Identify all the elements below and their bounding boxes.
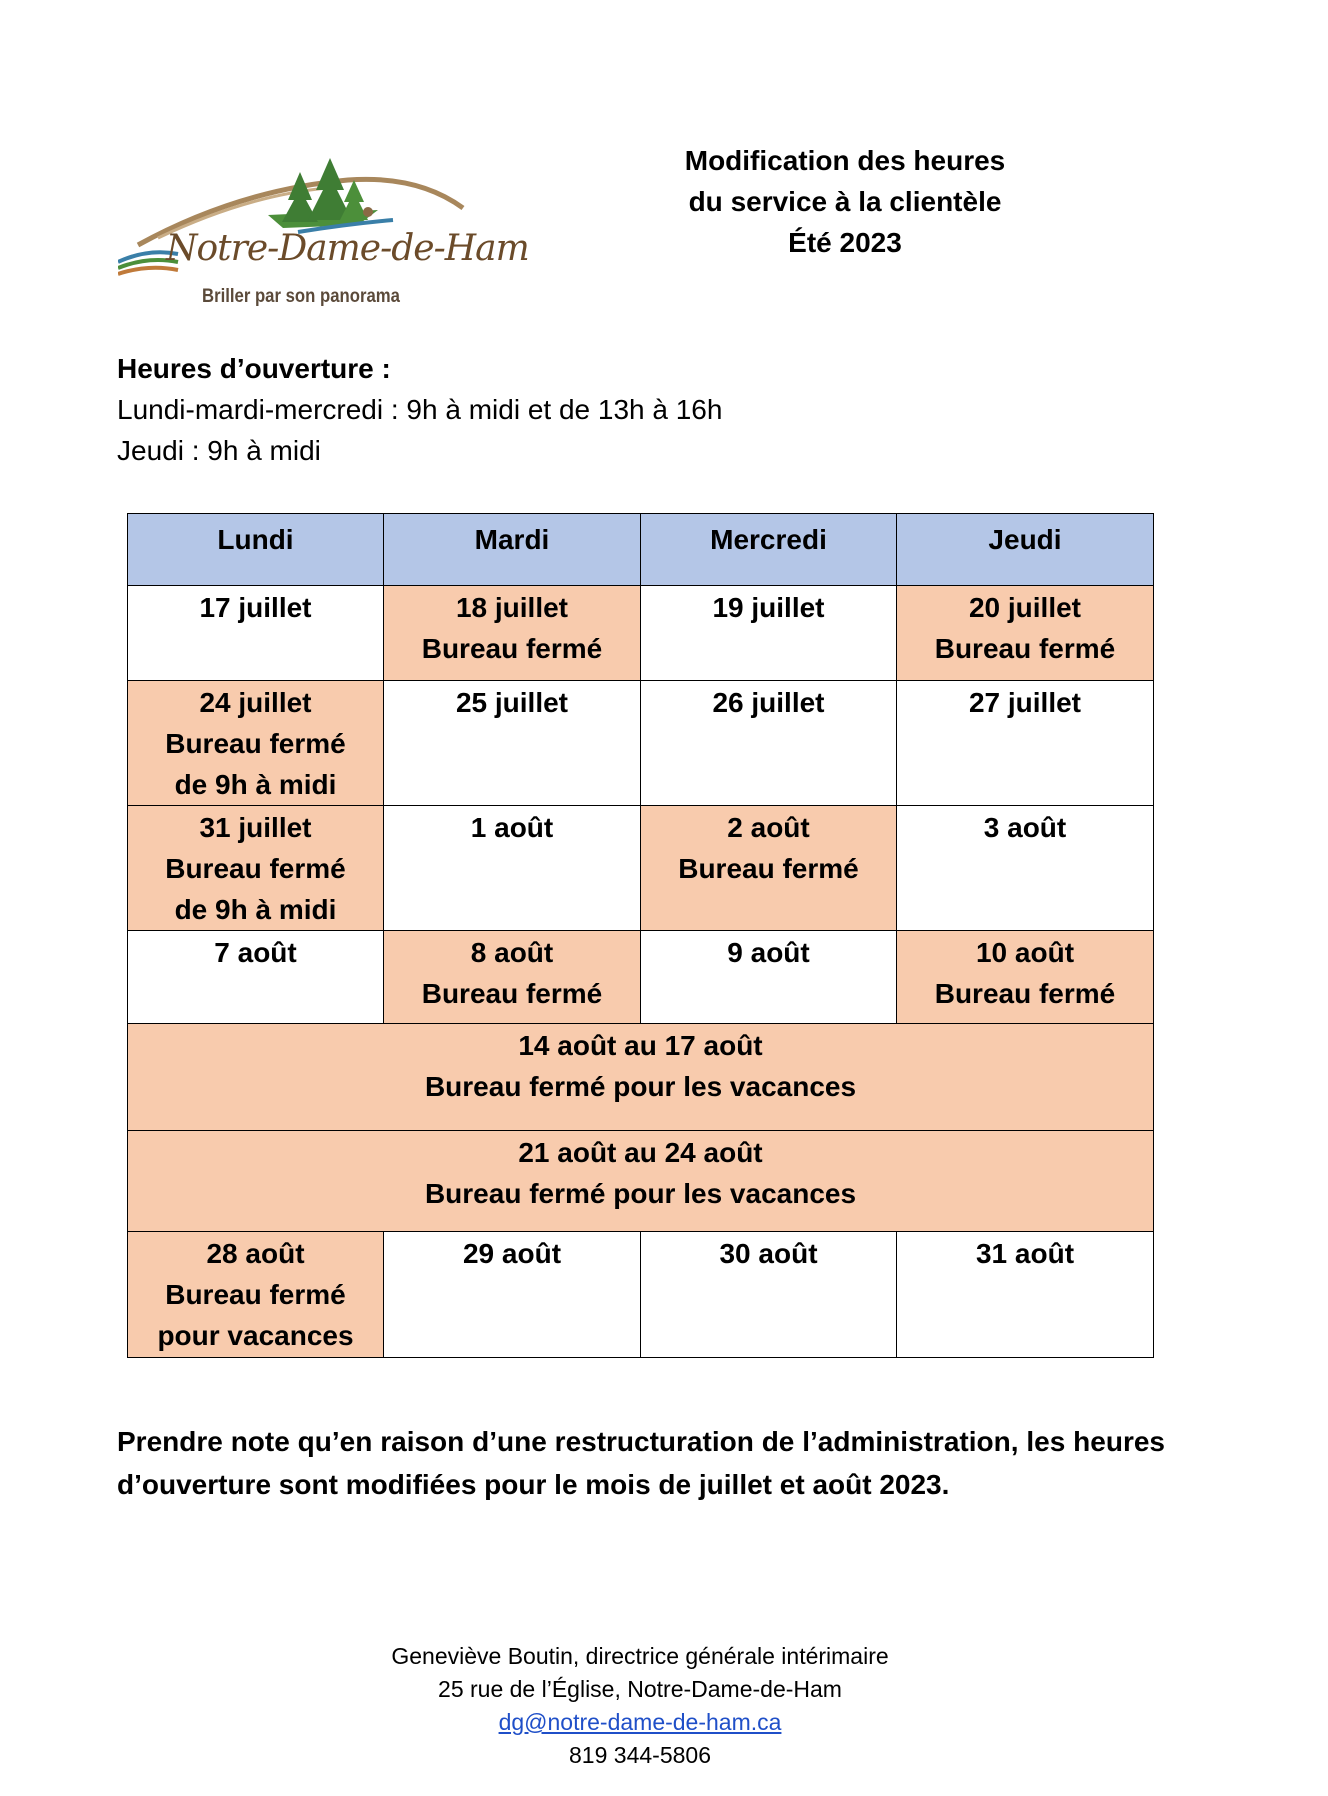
footer-email-link[interactable]: dg@notre-dame-de-ham.ca: [498, 1709, 782, 1735]
municipality-logo: [118, 150, 529, 318]
cell-date: 26 juillet: [712, 687, 825, 718]
logo-wordmark: Notre-Dame-de-Ham: [166, 228, 529, 269]
table-row-vacation: [128, 1131, 1154, 1232]
cell-note: Bureau fermé: [934, 978, 1116, 1009]
table-cell-closed: [128, 1232, 384, 1358]
footer-address: 25 rue de l’Église, Notre-Dame-de-Ham: [438, 1676, 842, 1702]
cell-date: 20 juillet: [968, 592, 1082, 623]
opening-hours-thursday: Jeudi : 9h à midi: [117, 435, 321, 466]
cell-date: 28 août: [206, 1238, 305, 1269]
footer-contact: [340, 1640, 940, 1772]
cell-date: 2 août: [727, 812, 810, 843]
table-row: [128, 931, 1154, 1024]
table-header-row: [128, 514, 1154, 586]
opening-hours: [117, 348, 722, 471]
cell-date: 18 juillet: [455, 592, 569, 623]
table-cell-closed: [641, 806, 897, 931]
table-cell-closed: [384, 586, 641, 681]
cell-date: 27 juillet: [968, 687, 1082, 718]
cell-date: 7 août: [214, 937, 297, 968]
table-cell: [641, 931, 897, 1024]
title-line-3: Été 2023: [788, 227, 902, 258]
cell-date: 30 août: [719, 1238, 818, 1269]
table-cell-closed: [384, 931, 641, 1024]
table-row: [128, 681, 1154, 806]
table-cell: [641, 586, 897, 681]
cell-date: 29 août: [462, 1238, 562, 1269]
cell-date: 17 juillet: [199, 592, 312, 623]
table-cell: [641, 681, 897, 806]
table-cell-closed-span: [128, 1024, 1154, 1131]
cell-date: 8 août: [470, 937, 554, 968]
cell-note: Bureau fermé: [421, 633, 603, 664]
table-cell: [897, 1232, 1154, 1358]
table-row: [128, 806, 1154, 931]
header-tuesday: Mardi: [384, 514, 641, 586]
cell-date: 1 août: [470, 812, 554, 843]
cell-date-range: 21 août au 24 août: [518, 1137, 763, 1168]
cell-note: Bureau fermé: [934, 633, 1116, 664]
table-cell-closed-span: [128, 1131, 1154, 1232]
cell-date: 24 juillet: [199, 687, 312, 718]
cell-note: Bureau fermé pour les vacances: [424, 1178, 857, 1209]
cell-date: 19 juillet: [712, 592, 825, 623]
table-cell-closed: [897, 931, 1154, 1024]
header-wednesday: Mercredi: [641, 514, 897, 586]
table-cell: [128, 931, 384, 1024]
title-line-2: du service à la clientèle: [688, 186, 1002, 217]
cell-note-detail: de 9h à midi: [174, 894, 337, 925]
table-cell: [897, 681, 1154, 806]
cell-date-range: 14 août au 17 août: [518, 1030, 763, 1061]
table-cell: [384, 806, 641, 931]
opening-hours-weekdays: Lundi-mardi-mercredi : 9h à midi et de 13h à 16h: [117, 394, 723, 425]
table-cell: [384, 681, 641, 806]
cell-note: Bureau fermé: [678, 853, 859, 884]
table-cell: [128, 586, 384, 681]
schedule-table: [127, 513, 1154, 1358]
cell-date: 3 août: [983, 812, 1067, 843]
table-row-vacation: [128, 1024, 1154, 1131]
cell-date: 10 août: [975, 937, 1075, 968]
restructuring-note: Prendre note qu’en raison d’une restructuration de l’administration, les heures d’ouverture sont modifiées pour le mois de juillet et août 2023.: [117, 1426, 1165, 1500]
table-cell-closed: [128, 806, 384, 931]
cell-date: 31 août: [975, 1238, 1075, 1269]
cell-date: 25 juillet: [455, 687, 569, 718]
footer-name: Geneviève Boutin, directrice générale intérimaire: [391, 1643, 889, 1669]
title-line-1: Modification des heures: [684, 145, 1006, 176]
table-cell: [897, 806, 1154, 931]
table-row: [128, 586, 1154, 681]
table-cell: [384, 1232, 641, 1358]
page-title: [640, 140, 1050, 263]
table-cell-closed: [897, 586, 1154, 681]
table-cell: [641, 1232, 897, 1358]
cell-note: Bureau fermé pour les vacances: [424, 1071, 857, 1102]
logo-tagline: Briller par son panorama: [202, 286, 400, 307]
footer-phone: 819 344-5806: [569, 1742, 711, 1768]
table-cell-closed: [128, 681, 384, 806]
cell-note: Bureau fermé: [165, 1279, 346, 1310]
header-thursday: Jeudi: [897, 514, 1154, 586]
cell-note: Bureau fermé: [165, 853, 346, 884]
header-monday: Lundi: [128, 514, 384, 586]
cell-note-detail: de 9h à midi: [174, 769, 337, 800]
cell-date: 31 juillet: [199, 812, 312, 843]
cell-note-detail: pour vacances: [157, 1320, 354, 1351]
table-row: [128, 1232, 1154, 1358]
opening-hours-heading: Heures d’ouverture :: [117, 353, 391, 384]
cell-date: 9 août: [727, 937, 810, 968]
cell-note: Bureau fermé: [421, 978, 603, 1009]
cell-note: Bureau fermé: [165, 728, 346, 759]
